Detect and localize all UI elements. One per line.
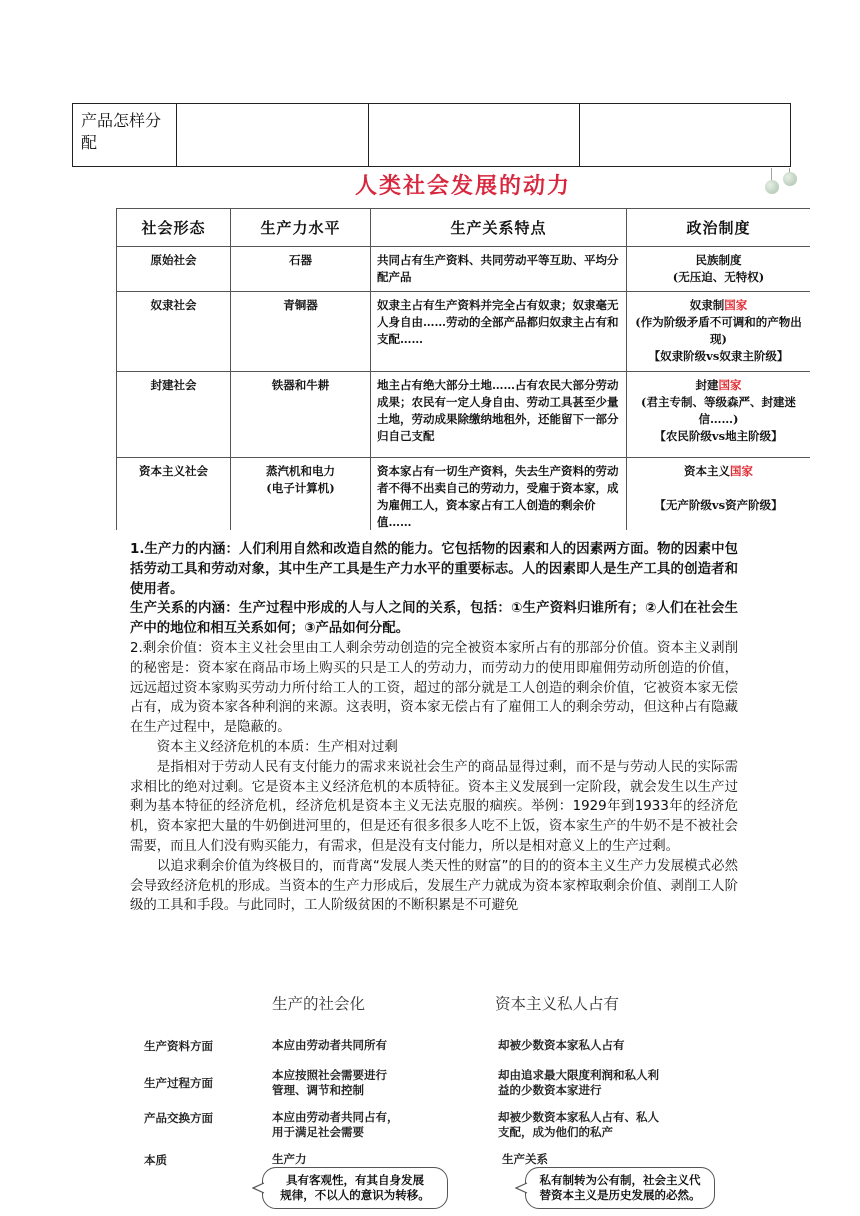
productivity-level: 石器 (231, 247, 371, 292)
diagram-right-cell: 生产关系 (502, 1152, 548, 1166)
social-development-figure (116, 168, 810, 530)
diagram-left-cell: 本应由劳动者共同占有， 用于满足社会需要 (272, 1110, 399, 1139)
state-highlight: 国家 (718, 378, 742, 392)
paragraph-relations: 生产关系的内涵：生产过程中形成的人与人之间的关系，包括：①生产资料归谁所有；②人们在社会生产中的地位和相互关系如何；③产品如何分配。 (130, 601, 738, 637)
diagram-row-label: 生产资料方面 (144, 1039, 213, 1053)
politics-line: 民族制度 (695, 253, 742, 267)
table-header: 政治制度 (627, 209, 811, 247)
top-table-cell (369, 104, 580, 167)
diagram-heading-left: 生产的社会化 (272, 995, 366, 1013)
figure-title: 人类社会发展的动力 (354, 173, 571, 199)
top-table-cell (177, 104, 369, 167)
social-forms-table (116, 208, 810, 530)
diagram-left-cell: 本应由劳动者共同所有 (272, 1038, 387, 1052)
lantern-decoration-icon (782, 168, 798, 186)
productivity-line: (电子计算机) (266, 481, 335, 495)
politics-line: (作为阶级矛盾不可调和的产物出现) (635, 315, 802, 346)
society-form: 奴隶社会 (117, 292, 231, 372)
production-relations: 共同占有生产资料、共同劳动平等互助、平均分配产品 (371, 247, 627, 292)
class-conflict: 【奴隶阶级vs奴隶主阶级】 (648, 349, 789, 363)
political-system (627, 458, 811, 531)
politics-line: 资本主义 (684, 464, 730, 478)
diagram-left-cell: 生产力 (272, 1152, 307, 1166)
productivity-level (231, 458, 371, 531)
diagram-row-label: 生产过程方面 (144, 1076, 213, 1090)
paragraph-productivity: 1.生产力的内涵：人们利用自然和改造自然的能力。它包括物的因素和人的因素两方面。物的因素中包括劳动工具和劳动对象，其中生产工具是生产力水平的重要标志。人的因素即人是生产工具的创造者和使用者。 (130, 542, 738, 597)
body-text (130, 540, 738, 916)
top-table-row-label: 产品怎样分配 (73, 104, 177, 167)
society-form: 资本主义社会 (117, 458, 231, 531)
production-relations: 奴隶主占有生产资料并完全占有奴隶；奴隶毫无人身自由……劳动的全部产品都归奴隶主占有和支配…… (371, 292, 627, 372)
paragraph-pursuit: 以追求剩余价值为终极目的，而背离“发展人类天性的财富”的目的的资本主义生产力发展模式必然会导致经济危机的形成。当资本的生产力形成后，发展生产力就成为资本家榨取剩余价值、剥削工人阶级的工具和手段。与此同时，工人阶级贫困的不断积累是不可避免 (130, 858, 738, 914)
politics-line: 奴隶制 (689, 298, 725, 312)
political-system (627, 292, 811, 372)
diagram-left-cell: 本应按照社会需要进行 管理、调节和控制 (272, 1068, 387, 1097)
paragraph-surplus-value: 2.剩余价值：资本主义社会里由工人剩余劳动创造的完全被资本家所占有的那部分价值。资本主义剥削的秘密是：资本家在商品市场上购买的只是工人的劳动力，而劳动力的使用即雇佣劳动所创造的价值，远远超过资本家购买劳动力所付给工人的工资，超过的部分就是工人创造的剩余价值，它被资本家无偿占有，成为资本家各种利润的来源。这表明，资本家无偿占有了雇佣工人的剩余劳动，但这种占有隐藏在生产过程中，是隐蔽的。 (130, 640, 738, 736)
politics-line: 封建 (695, 378, 719, 392)
bubble-tail-icon (252, 1182, 266, 1194)
contradiction-diagram (140, 992, 730, 1206)
table-header: 生产关系特点 (371, 209, 627, 247)
production-relations: 地主占有绝大部分土地……占有农民大部分劳动成果；农民有一定人身自由、劳动工具甚至少量土地，劳动成果除缴纳地租外，还能留下一部分归自己支配 (371, 372, 627, 458)
state-highlight: 国家 (724, 298, 748, 312)
speech-bubble-right: 私有制转为公有制，社会主义代 替资本主义是历史发展的必然。 (525, 1167, 715, 1209)
state-highlight: 国家 (730, 464, 753, 478)
diagram-row-label: 产品交换方面 (144, 1111, 213, 1125)
productivity-level: 铁器和牛耕 (231, 372, 371, 458)
top-table (72, 103, 791, 167)
diagram-heading-right: 资本主义私人占有 (495, 995, 620, 1013)
political-system (627, 247, 811, 292)
diagram-row-label: 本质 (144, 1153, 167, 1167)
table-header: 社会形态 (117, 209, 231, 247)
politics-line: (君主专制、等级森严、封建迷信……) (641, 395, 796, 426)
political-system (627, 372, 811, 458)
class-conflict: 【农民阶级vs地主阶级】 (654, 429, 783, 443)
table-row (117, 372, 811, 458)
speech-bubble-left: 具有客观性，有其自身发展 规律，不以人的意识为转移。 (262, 1167, 448, 1209)
table-row (117, 458, 811, 531)
bubble-tail-icon (515, 1182, 529, 1194)
table-row (117, 247, 811, 292)
top-table-cell (580, 104, 791, 167)
production-relations: 资本家占有一切生产资料，失去生产资料的劳动者不得不出卖自己的劳动力，受雇于资本家，成为雇佣工人，资本家占有工人创造的剩余价值…… (371, 458, 627, 531)
diagram-right-cell: 却被少数资本家私人占有、私人 支配，成为他们的私产 (498, 1110, 659, 1139)
diagram-right-cell: 却由追求最大限度利润和私人利 益的少数资本家进行 (498, 1068, 659, 1097)
productivity-level: 青铜器 (231, 292, 371, 372)
paragraph-crisis-heading: 资本主义经济危机的本质：生产相对过剩 (156, 739, 398, 755)
society-form: 封建社会 (117, 372, 231, 458)
society-form: 原始社会 (117, 247, 231, 292)
lantern-decoration-icon (764, 168, 780, 194)
table-header: 生产力水平 (231, 209, 371, 247)
productivity-line: 蒸汽机和电力 (266, 464, 335, 478)
class-conflict: 【无产阶级vs资产阶级】 (654, 498, 783, 512)
politics-line: (无压迫、无特权) (672, 270, 765, 284)
paragraph-crisis: 是指相对于劳动人民有支付能力的需求来说社会生产的商品显得过剩，而不是与劳动人民的实际需求相比的绝对过剩。它是资本主义经济危机的本质特征。资本主义发展到一定阶段，就会发生以生产过剩为基本特征的经济危机，经济危机是资本主义无法克服的痼疾。举例：1929年到1933年的经济危机，资本家把大量的牛奶倒进河里的，但是还有很多很多人吃不上饭，资本家生产的牛奶不是不被社会需要，而且人们没有购买能力，有需求，但是没有支付能力，所以是相对意义上的生产过剩。 (130, 759, 738, 854)
table-row (117, 292, 811, 372)
diagram-right-cell: 却被少数资本家私人占有 (498, 1038, 625, 1052)
